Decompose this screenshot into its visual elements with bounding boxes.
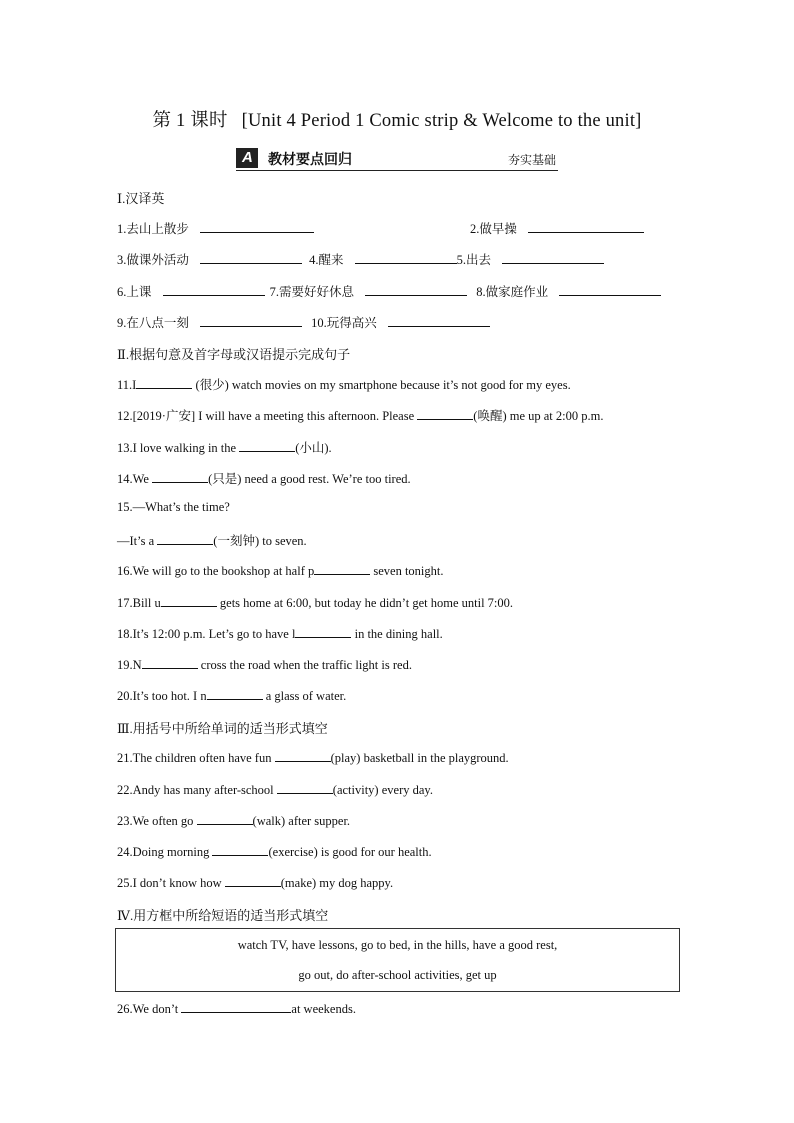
answer-blank[interactable] [502,251,604,264]
answer-blank[interactable] [239,439,295,452]
question-20 [117,687,346,704]
question-21 [117,749,509,766]
question-11 [117,375,571,393]
question-text: cross the road when the traffic light is red. [197,658,412,672]
question-text: 23.We often go [117,814,197,828]
question-text: 26.We don’t [117,1002,182,1016]
question-text: (一刻钟) to seven. [213,534,307,548]
item-4-label: 4.醒来 [309,253,344,267]
question-text: (make) my dog happy. [280,876,394,890]
question-26 [117,1000,356,1017]
question-text: gets home at 6:00, but today he didn’t get home until 7:00. [216,596,514,610]
question-text: (只是) need a good rest. We’re too tired. [208,472,411,486]
question-text: at weekends. [291,1002,356,1016]
unit-title: [Unit 4 Period 1 Comic strip & Welcome to the unit] [241,111,642,131]
question-14 [117,469,411,487]
question-15-answer [117,531,307,549]
answer-blank[interactable] [212,843,268,856]
question-text: 18.It’s 12:00 p.m. Let’s go to have l [117,627,296,641]
question-22 [117,781,433,798]
answer-blank[interactable] [277,781,333,794]
question-text: —It’s a [117,534,158,548]
question-text: (很少) watch movies on my smartphone because it’s not good for my eyes. [192,378,571,392]
answer-blank[interactable] [275,749,331,762]
lesson-number: 第 1 课时 [152,111,228,131]
answer-blank[interactable] [161,594,217,607]
list-item [117,219,314,237]
item-1-label: 1.去山上散步 [117,222,189,236]
question-17 [117,594,513,611]
question-23 [117,812,350,829]
question-text: 21.The children often have fun [117,751,275,765]
item-9-label: 9.在八点一刻 [117,316,189,330]
question-text: 12.[2019·广安] I will have a meeting this afternoon. Please [117,409,418,423]
question-text: 14.We [117,472,153,486]
question-text: 17.Bill u [117,596,161,610]
answer-blank[interactable] [365,283,467,296]
answer-blank[interactable] [157,532,213,545]
list-item [117,282,661,300]
list-item [117,313,490,331]
answer-blank[interactable] [200,314,302,327]
question-text: 13.I love walking in the [117,441,240,455]
answer-blank[interactable] [200,251,302,264]
answer-blank[interactable] [314,562,370,575]
question-25 [117,874,393,891]
banner-title: 教材要点回归 [268,152,352,168]
item-7-label: 7.需要好好休息 [269,285,355,299]
list-item [117,250,604,268]
question-text: (小山). [295,441,332,455]
answer-blank[interactable] [197,812,253,825]
item-3-label: 3.做课外活动 [117,253,189,267]
question-text: (activity) every day. [332,783,433,797]
question-text: (exercise) is good for our health. [268,845,432,859]
question-12 [117,406,603,424]
item-6-label: 6.上课 [117,285,152,299]
item-8-label: 8.做家庭作业 [476,285,549,299]
section-heading-4: Ⅳ.用方框中所给短语的适当形式填空 [117,908,329,923]
answer-blank[interactable] [200,220,314,233]
question-text: in the dining hall. [351,627,443,641]
question-text: (walk) after supper. [252,814,351,828]
answer-blank[interactable] [388,314,490,327]
banner-subtitle: 夯实基础 [507,153,556,167]
list-item [470,219,644,237]
answer-blank[interactable] [181,1000,291,1013]
item-5-label: 5.出去 [456,253,492,267]
answer-blank[interactable] [152,470,208,483]
lesson-title [0,106,794,132]
question-15: 15.—What’s the time? [117,500,230,514]
question-text: 22.Andy has many after-school [117,783,277,797]
question-text: 24.Doing morning [117,845,213,859]
question-text: 25.I don’t know how [117,876,225,890]
section-heading-2: Ⅱ.根据句意及首字母或汉语提示完成句子 [117,347,351,362]
question-16 [117,562,444,579]
answer-blank[interactable] [163,283,265,296]
answer-blank[interactable] [136,376,192,389]
question-text: 19.N [117,658,142,672]
answer-blank[interactable] [417,407,473,420]
question-text: (play) basketball in the playground. [330,751,509,765]
answer-blank[interactable] [355,251,457,264]
question-19 [117,656,412,673]
answer-blank[interactable] [559,283,661,296]
phrase-box [115,928,680,992]
phrase-box-line: watch TV, have lessons, go to bed, in the hills, have a good rest, [237,938,558,952]
question-text: seven tonight. [370,564,444,578]
answer-blank[interactable] [142,656,198,669]
item-10-label: 10.玩得高兴 [311,316,377,330]
section-banner [236,146,558,171]
answer-blank[interactable] [528,220,644,233]
question-text: 16.We will go to the bookshop at half p [117,564,315,578]
question-text: 20.It’s too hot. I n [117,689,207,703]
section-heading-3: Ⅲ.用括号中所给单词的适当形式填空 [117,721,328,736]
question-text: a glass of water. [262,689,347,703]
answer-blank[interactable] [207,687,263,700]
answer-blank[interactable] [295,625,351,638]
item-2-label: 2.做早操 [470,222,517,236]
phrase-box-line: go out, do after-school activities, get up [298,968,497,982]
badge-letter: A [242,149,253,166]
question-13 [117,438,332,456]
question-text: 11.I [117,378,137,392]
section-heading-1: Ⅰ.汉译英 [117,191,165,206]
question-18 [117,625,443,642]
answer-blank[interactable] [225,874,281,887]
question-24 [117,843,432,860]
question-text: (唤醒) me up at 2:00 p.m. [473,409,604,423]
